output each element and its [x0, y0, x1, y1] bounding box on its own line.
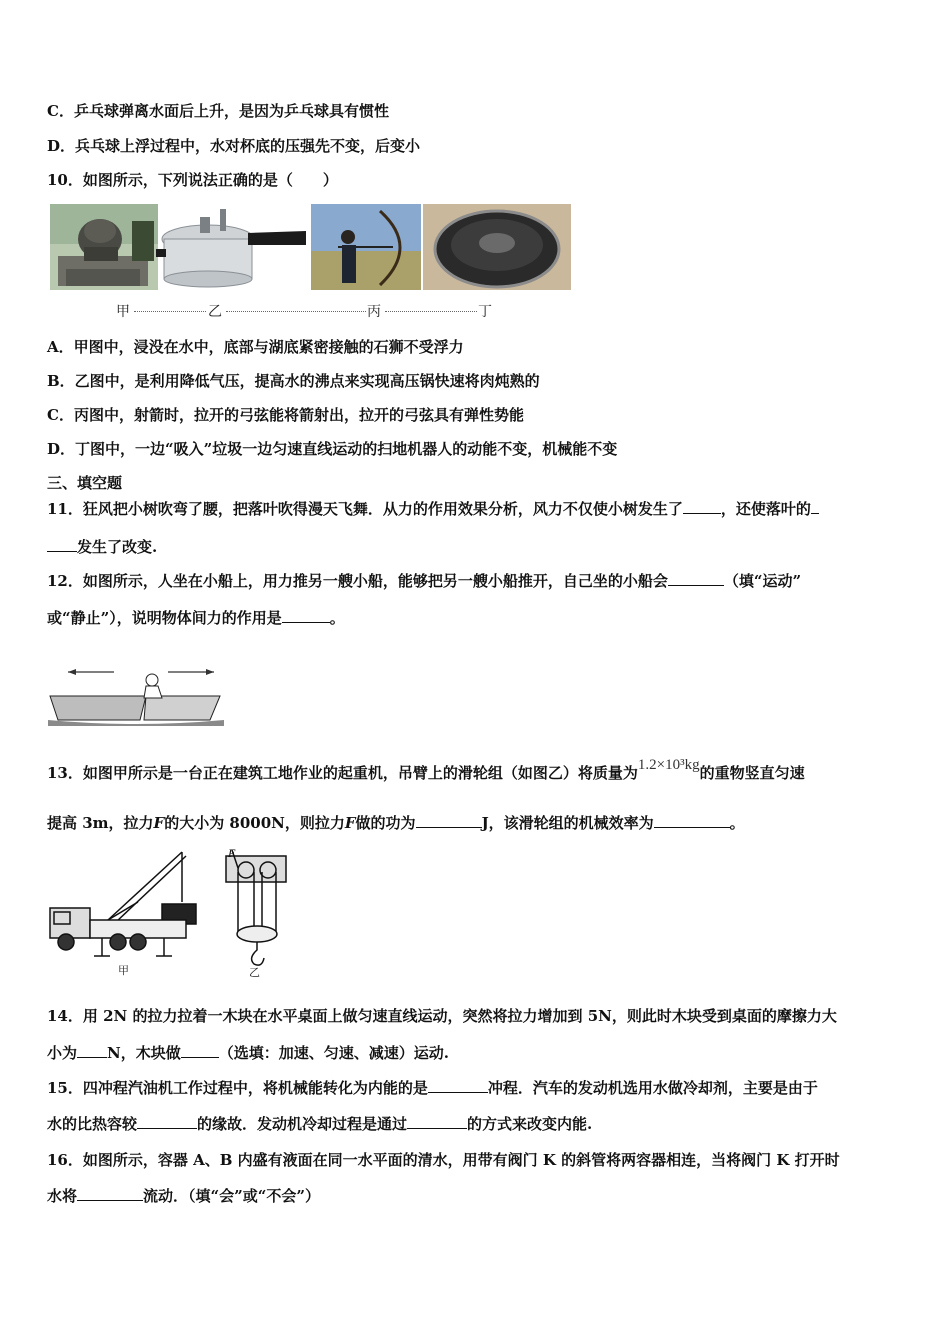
q13-line-2: 提高 3m，拉力F的大小为 8000N，则拉力F做的功为 J，该滑轮组的机械效率为 。 — [47, 814, 745, 832]
q10-label-jia: 甲 — [116, 304, 130, 320]
q10-option-a: A．甲图中，浸没在水中，底部与湖底紧密接触的石狮不受浮力 — [47, 338, 464, 356]
q16-line-2: 水将 流动．（填“会”或“不会”） — [47, 1187, 321, 1205]
q10-label-yi: 乙 — [208, 304, 222, 320]
answer-blank — [77, 1186, 143, 1201]
q9-option-d: D．兵乓球上浮过程中，水对杯底的压强先不变，后变小 — [47, 137, 421, 155]
q13-crane-figure — [48, 842, 298, 977]
answer-blank — [811, 499, 819, 514]
q10-photo-strip — [48, 201, 573, 293]
archer-photo — [311, 204, 421, 290]
stone-lion-photo — [50, 204, 158, 290]
q10-label-ding: 丁 — [478, 304, 492, 320]
section-heading: 三、填空题 — [47, 474, 123, 492]
q10-option-d: D．丁图中，一边“吸入”垃圾一边匀速直线运动的扫地机器人的动能不变，机械能不变 — [47, 440, 618, 458]
answer-blank — [181, 1043, 219, 1058]
answer-blank — [407, 1114, 467, 1129]
q10-label-leader — [385, 311, 477, 312]
q10-label-leader — [134, 311, 206, 312]
q15-line-2: 水的比热容较 的缘故．发动机冷却过程是通过 的方式来改变内能. — [47, 1115, 593, 1133]
answer-blank — [47, 537, 77, 552]
answer-blank — [654, 813, 730, 828]
q11-line-1: 11．狂风把小树吹弯了腰，把落叶吹得漫天飞舞．从力的作用效果分析，风力不仅使小树发生了 ，还使落叶的 — [47, 499, 819, 519]
q10-stem: 10．如图所示，下列说法正确的是（ ） — [47, 171, 338, 189]
q11-line-2: 发生了改变. — [47, 537, 157, 557]
answer-blank — [683, 499, 721, 514]
q16-line-1: 16．如图所示，容器 A、B 内盛有液面在同一水平面的清水，用带有阀门 K 的斜管将两容器相连，当将阀门 K 打开时 — [47, 1151, 840, 1169]
q15-line-1: 15．四冲程汽油机工作过程中，将机械能转化为内能的是 冲程．汽车的发动机选用水做冷却剂，主要是由于 — [47, 1079, 818, 1097]
answer-blank — [77, 1043, 107, 1058]
q12-line-1: 12．如图所示，人坐在小船上，用力推另一艘小船，能够把另一艘小船推开，自己坐的小船会 （填“运动” — [47, 572, 802, 590]
q12-line-2: 或“静止”），说明物体间力的作用是 。 — [47, 609, 345, 627]
pulley-label-yi: 乙 — [249, 966, 260, 979]
pulley-drawing — [226, 850, 286, 965]
crane-label-jia: 甲 — [118, 964, 129, 977]
answer-blank — [668, 571, 724, 586]
q10-option-b: B．乙图中，是利用降低气压，提高水的沸点来实现高压锅快速将肉炖熟的 — [47, 372, 540, 390]
robot-vacuum-photo — [423, 204, 571, 290]
answer-blank — [282, 608, 330, 623]
crane-truck-drawing — [50, 852, 196, 956]
pressure-cooker-photo — [156, 204, 308, 290]
q10-label-leader — [226, 311, 366, 312]
q13-line-1: 13．如图甲所示是一台正在建筑工地作业的起重机，吊臂上的滑轮组（如图乙）将质量为1.2×10³kg的重物竖直匀速 — [47, 757, 805, 782]
pulley-force-label: F — [228, 846, 236, 860]
answer-blank — [428, 1078, 488, 1093]
q9-option-c: C．乒乓球弹离水面后上升，是因为乒乓球具有惯性 — [47, 102, 389, 120]
q14-line-1: 14．用 2N 的拉力拉着一木块在水平桌面上做匀速直线运动，突然将拉力增加到 5N，则此时木块受到桌面的摩擦力大 — [47, 1007, 837, 1025]
answer-blank — [137, 1114, 197, 1129]
mass-expression: 1.2×10³kg — [637, 757, 700, 773]
answer-blank — [416, 813, 482, 828]
q14-line-2: 小为 N，木块做 （选填：加速、匀速、减速）运动. — [47, 1044, 449, 1062]
q10-option-c: C．丙图中，射箭时，拉开的弓弦能将箭射出，拉开的弓弦具有弹性势能 — [47, 406, 524, 424]
q12-boat-figure — [48, 666, 224, 726]
q10-label-bing: 丙 — [367, 304, 381, 320]
